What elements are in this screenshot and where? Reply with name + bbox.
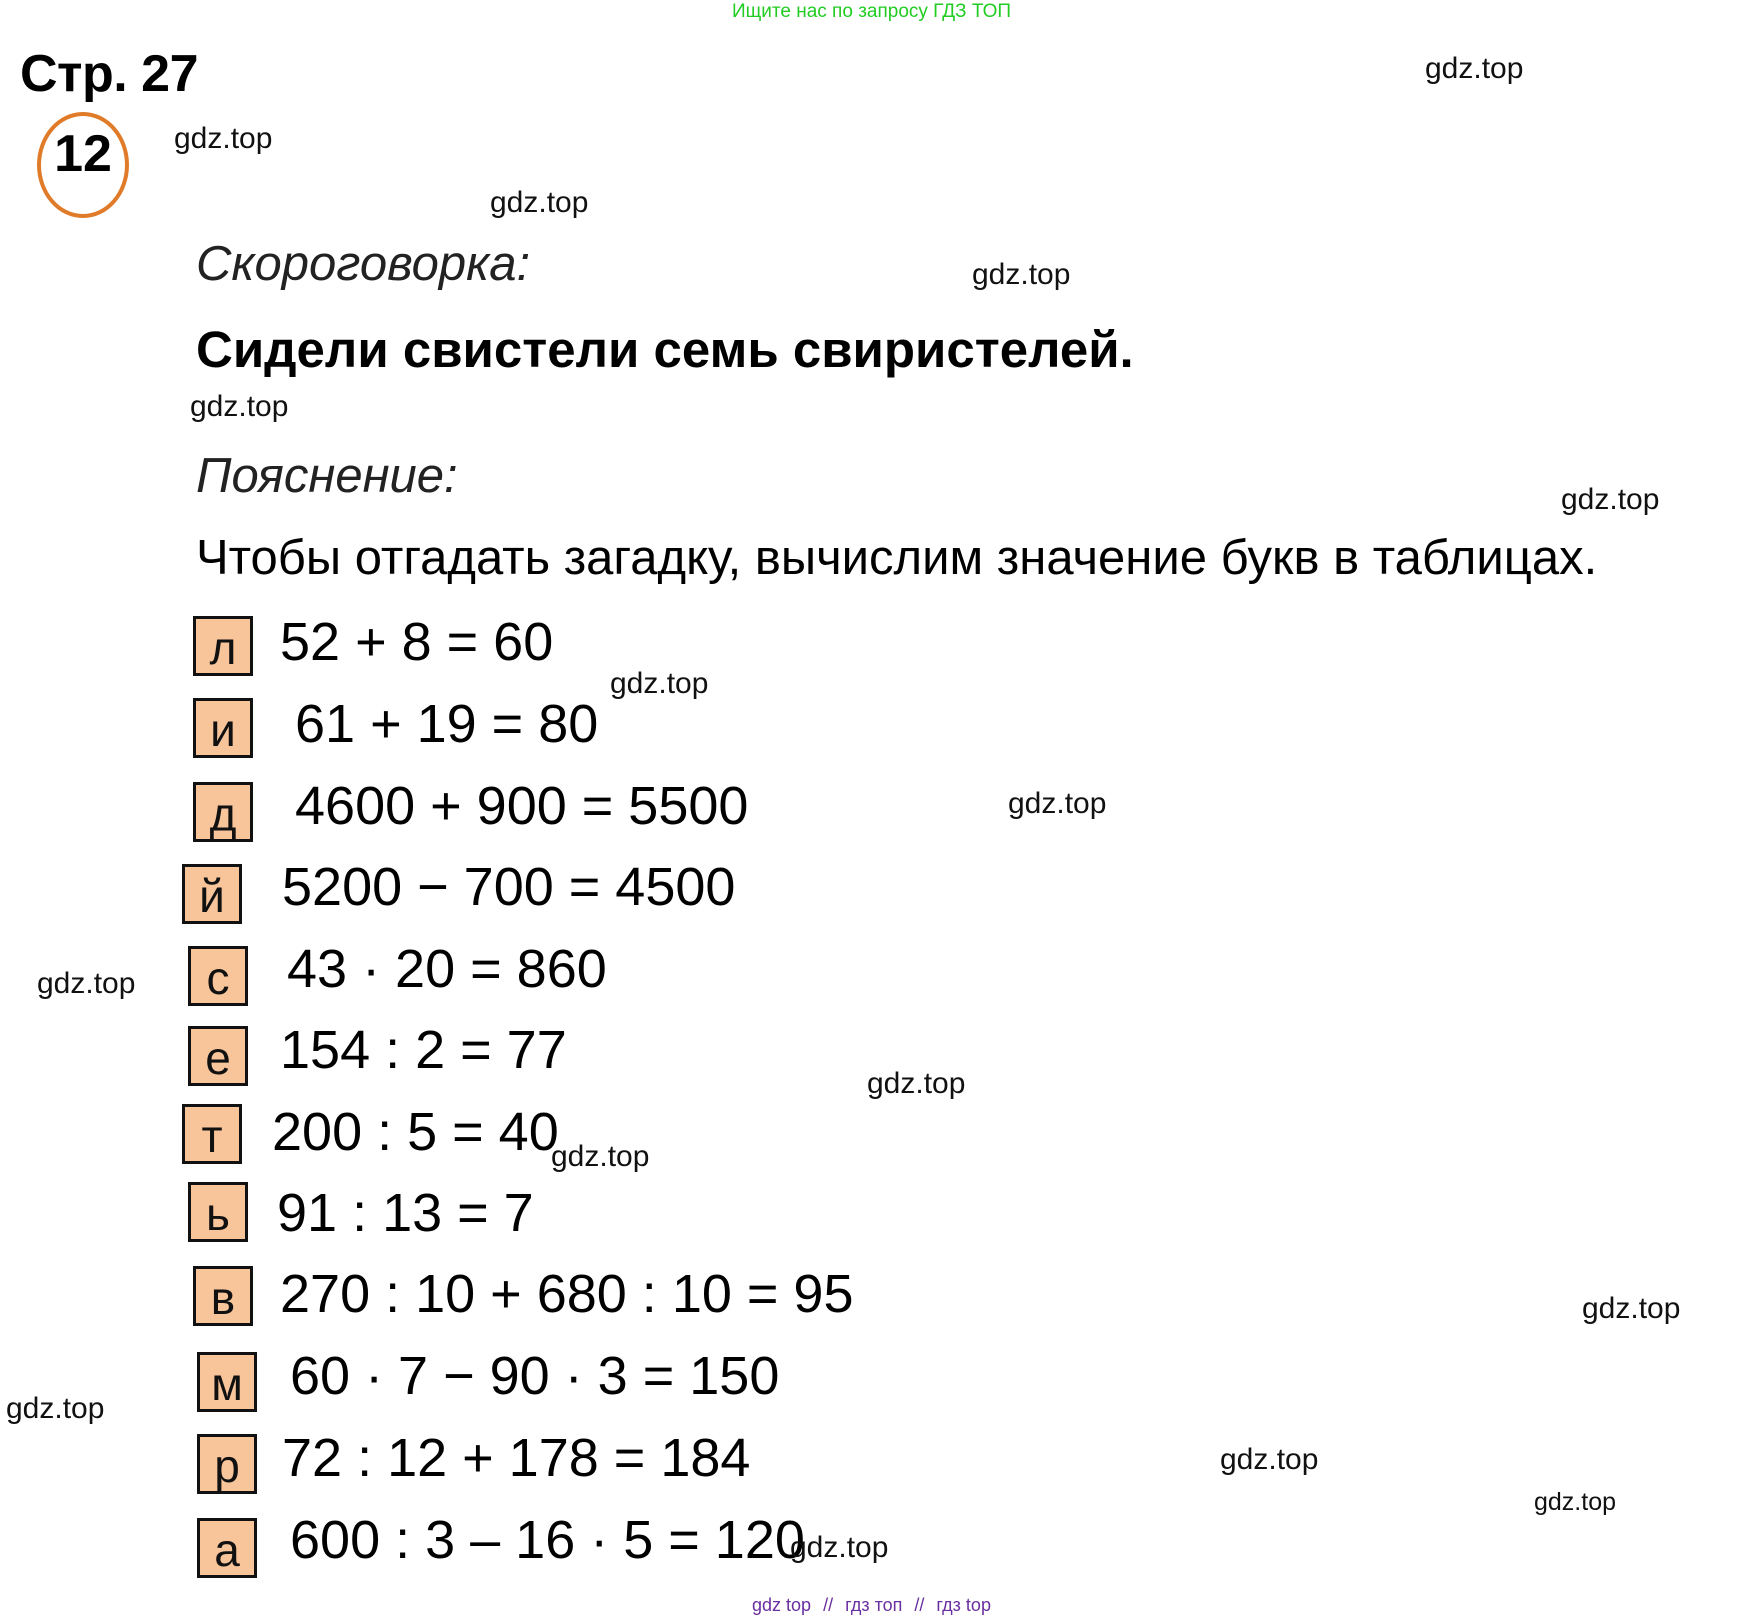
expression: 154 : 2 = 77	[280, 1020, 567, 1080]
tongue-twister-text: Сидели свистели семь свиристелей.	[196, 321, 1134, 378]
footer-link[interactable]: гдз топ	[845, 1595, 903, 1615]
expression: 5200 − 700 = 4500	[282, 857, 736, 917]
watermark: gdz.top	[790, 1531, 889, 1564]
task-number: 12	[54, 125, 112, 183]
watermark: gdz.top	[490, 186, 589, 219]
watermark: gdz.top	[1008, 787, 1107, 820]
expression: 200 : 5 = 40	[272, 1102, 559, 1162]
letter-box: й	[182, 864, 242, 924]
letter-box: т	[182, 1104, 242, 1164]
expression: 61 + 19 = 80	[295, 694, 599, 754]
explanation-text: Чтобы отгадать загадку, вычислим значение букв в таблицах.	[196, 531, 1598, 585]
watermark: gdz.top	[867, 1067, 966, 1100]
expression: 52 + 8 = 60	[280, 612, 554, 672]
letter-box: а	[197, 1518, 257, 1578]
tongue-twister-heading: Скороговорка:	[196, 237, 531, 291]
watermark: gdz.top	[1425, 52, 1524, 85]
footer-separator: //	[914, 1595, 925, 1615]
letter-box: м	[197, 1352, 257, 1412]
expression: 72 : 12 + 178 = 184	[282, 1428, 751, 1488]
expression: 600 : 3 – 16 · 5 = 120	[290, 1510, 805, 1570]
expression: 270 : 10 + 680 : 10 = 95	[280, 1264, 854, 1324]
letter-box: и	[193, 698, 253, 758]
footer	[0, 1595, 1743, 1616]
expression: 91 : 13 = 7	[277, 1183, 534, 1243]
page-title: Стр. 27	[20, 45, 199, 103]
watermark: gdz.top	[1220, 1443, 1319, 1476]
watermark: gdz.top	[1534, 1488, 1617, 1516]
watermark: gdz.top	[37, 967, 136, 1000]
letter-box: в	[193, 1266, 253, 1326]
watermark: gdz.top	[6, 1392, 105, 1425]
expression: 60 · 7 − 90 · 3 = 150	[290, 1346, 780, 1406]
letter-box: л	[193, 616, 253, 676]
watermark: gdz.top	[972, 258, 1071, 291]
watermark: gdz.top	[1582, 1292, 1681, 1325]
watermark: gdz.top	[190, 390, 289, 423]
letter-box: ь	[188, 1182, 248, 1242]
top-banner: Ищите нас по запросу ГДЗ ТОП	[731, 1, 1012, 22]
explanation-heading: Пояснение:	[196, 449, 458, 503]
watermark: gdz.top	[174, 122, 273, 155]
expression: 4600 + 900 = 5500	[295, 776, 749, 836]
watermark: gdz.top	[610, 667, 709, 700]
letter-box: р	[197, 1434, 257, 1494]
letter-box: д	[193, 782, 253, 842]
footer-separator: //	[823, 1595, 834, 1615]
footer-link[interactable]: gdz top	[752, 1595, 812, 1615]
watermark: gdz.top	[551, 1140, 650, 1173]
expression: 43 · 20 = 860	[287, 939, 607, 999]
footer-link[interactable]: гдз top	[936, 1595, 991, 1615]
letter-box: с	[188, 946, 248, 1006]
watermark: gdz.top	[1561, 483, 1660, 516]
letter-box: е	[188, 1026, 248, 1086]
